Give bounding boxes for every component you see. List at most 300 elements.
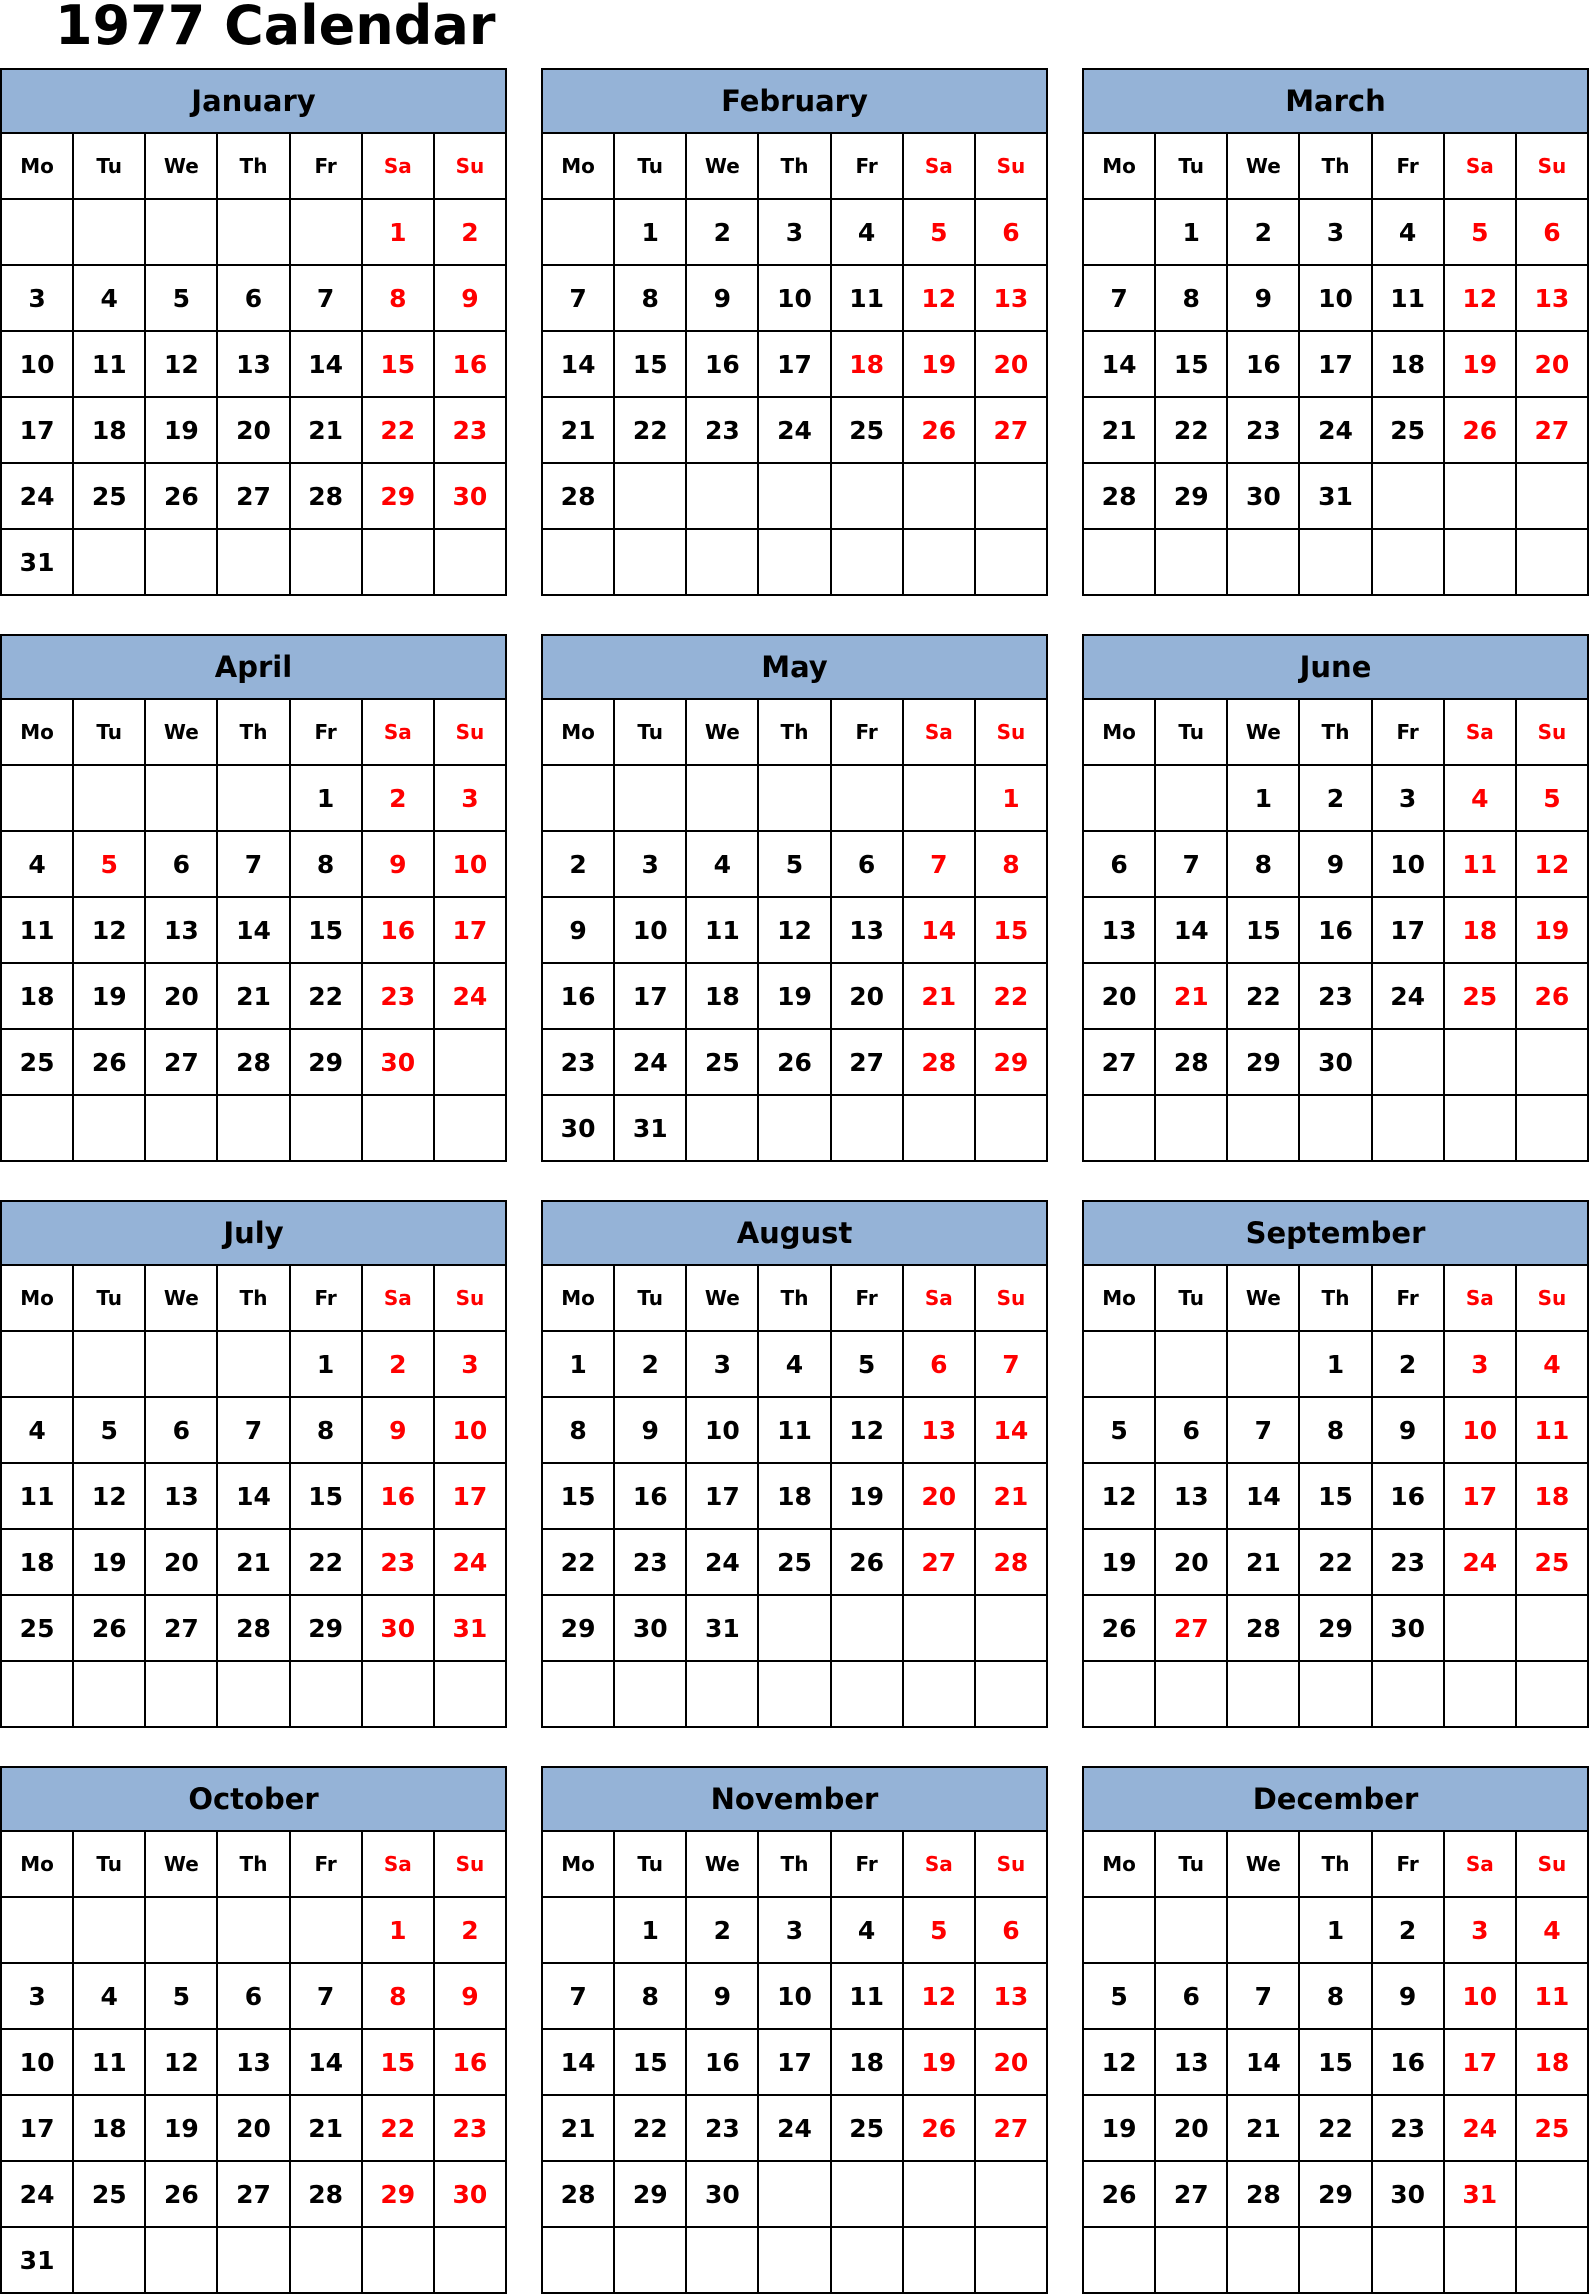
day-cell: 17 [2, 398, 74, 464]
day-cell: 13 [218, 2030, 290, 2096]
day-cell: 24 [1373, 964, 1445, 1030]
day-cell: 1 [1156, 200, 1228, 266]
day-cell: 4 [1373, 200, 1445, 266]
day-cell: 28 [291, 464, 363, 530]
month-august [541, 1200, 1048, 1728]
weekday-header: Fr [1373, 1832, 1445, 1898]
day-cell: 11 [74, 332, 146, 398]
day-cell: 4 [1517, 1332, 1589, 1398]
day-cell: 20 [146, 964, 218, 1030]
day-cell: 8 [291, 1398, 363, 1464]
day-cell: 7 [1228, 1964, 1300, 2030]
day-cell: 1 [363, 1898, 435, 1964]
day-cell: 11 [1373, 266, 1445, 332]
day-cell: 31 [1300, 464, 1372, 530]
day-cell: 26 [904, 398, 976, 464]
day-cell: 25 [1517, 2096, 1589, 2162]
weekday-header: We [687, 700, 759, 766]
day-cell: 28 [543, 2162, 615, 2228]
empty-day-cell [2, 1096, 74, 1162]
weekday-header: Mo [543, 700, 615, 766]
month-days-grid [541, 700, 1048, 1162]
weekday-header: Sa [904, 134, 976, 200]
day-cell: 12 [904, 266, 976, 332]
day-cell: 25 [832, 398, 904, 464]
day-cell: 2 [687, 200, 759, 266]
empty-day-cell [218, 1662, 290, 1728]
day-cell: 18 [832, 332, 904, 398]
empty-day-cell [218, 200, 290, 266]
day-cell: 21 [1084, 398, 1156, 464]
day-cell: 16 [687, 2030, 759, 2096]
day-cell: 20 [1084, 964, 1156, 1030]
day-cell: 24 [1300, 398, 1372, 464]
day-cell: 5 [1084, 1964, 1156, 2030]
empty-day-cell [1300, 2228, 1372, 2294]
day-cell: 29 [615, 2162, 687, 2228]
day-cell: 23 [363, 964, 435, 1030]
month-title: January [0, 68, 507, 134]
day-cell: 21 [218, 1530, 290, 1596]
weekday-header: Mo [543, 1832, 615, 1898]
empty-day-cell [146, 530, 218, 596]
day-cell: 16 [615, 1464, 687, 1530]
day-cell: 9 [615, 1398, 687, 1464]
weekday-header: Mo [2, 134, 74, 200]
day-cell: 30 [435, 2162, 507, 2228]
empty-day-cell [291, 1662, 363, 1728]
day-cell: 17 [687, 1464, 759, 1530]
day-cell: 17 [759, 2030, 831, 2096]
empty-day-cell [832, 464, 904, 530]
empty-day-cell [759, 766, 831, 832]
empty-day-cell [291, 1898, 363, 1964]
day-cell: 26 [1084, 1596, 1156, 1662]
day-cell: 26 [74, 1596, 146, 1662]
day-cell: 14 [291, 332, 363, 398]
day-cell: 7 [1228, 1398, 1300, 1464]
day-cell: 14 [291, 2030, 363, 2096]
day-cell: 29 [1156, 464, 1228, 530]
empty-day-cell [904, 2162, 976, 2228]
empty-day-cell [543, 1662, 615, 1728]
day-cell: 6 [976, 200, 1048, 266]
day-cell: 6 [218, 1964, 290, 2030]
day-cell: 21 [218, 964, 290, 1030]
weekday-header: We [146, 1266, 218, 1332]
empty-day-cell [759, 2228, 831, 2294]
day-cell: 27 [218, 2162, 290, 2228]
weekday-header: Th [759, 1266, 831, 1332]
day-cell: 3 [2, 266, 74, 332]
day-cell: 22 [363, 2096, 435, 2162]
empty-day-cell [218, 1096, 290, 1162]
weekday-header: We [146, 134, 218, 200]
day-cell: 22 [615, 398, 687, 464]
day-cell: 19 [904, 2030, 976, 2096]
weekday-header: Su [435, 134, 507, 200]
day-cell: 27 [1517, 398, 1589, 464]
day-cell: 30 [1300, 1030, 1372, 1096]
empty-day-cell [1517, 2228, 1589, 2294]
day-cell: 16 [543, 964, 615, 1030]
day-cell: 3 [435, 766, 507, 832]
day-cell: 6 [1517, 200, 1589, 266]
day-cell: 3 [435, 1332, 507, 1398]
day-cell: 3 [1300, 200, 1372, 266]
empty-day-cell [1156, 2228, 1228, 2294]
empty-day-cell [218, 530, 290, 596]
day-cell: 9 [1300, 832, 1372, 898]
day-cell: 27 [146, 1596, 218, 1662]
day-cell: 3 [687, 1332, 759, 1398]
month-days-grid [0, 1832, 507, 2294]
weekday-header: Mo [2, 1266, 74, 1332]
day-cell: 24 [435, 1530, 507, 1596]
day-cell: 26 [74, 1030, 146, 1096]
day-cell: 12 [1084, 1464, 1156, 1530]
empty-day-cell [543, 2228, 615, 2294]
weekday-header: Sa [363, 134, 435, 200]
day-cell: 2 [1373, 1332, 1445, 1398]
weekday-header: Su [1517, 134, 1589, 200]
empty-day-cell [1445, 530, 1517, 596]
day-cell: 1 [543, 1332, 615, 1398]
empty-day-cell [687, 530, 759, 596]
day-cell: 9 [687, 266, 759, 332]
empty-day-cell [904, 1662, 976, 1728]
day-cell: 10 [435, 832, 507, 898]
empty-day-cell [1228, 1898, 1300, 1964]
day-cell: 5 [904, 1898, 976, 1964]
month-december [1082, 1766, 1589, 2294]
empty-day-cell [687, 1662, 759, 1728]
day-cell: 13 [1156, 2030, 1228, 2096]
month-october [0, 1766, 507, 2294]
day-cell: 8 [1156, 266, 1228, 332]
empty-day-cell [1517, 1030, 1589, 1096]
weekday-header: Su [1517, 1266, 1589, 1332]
day-cell: 28 [218, 1596, 290, 1662]
day-cell: 28 [1228, 2162, 1300, 2228]
empty-day-cell [363, 1096, 435, 1162]
empty-day-cell [832, 2228, 904, 2294]
weekday-header: Fr [832, 1266, 904, 1332]
day-cell: 17 [1300, 332, 1372, 398]
weekday-header: Fr [1373, 134, 1445, 200]
empty-day-cell [832, 1662, 904, 1728]
day-cell: 28 [976, 1530, 1048, 1596]
day-cell: 21 [291, 2096, 363, 2162]
weekday-header: Tu [1156, 1832, 1228, 1898]
day-cell: 28 [218, 1030, 290, 1096]
weekday-header: We [687, 1266, 759, 1332]
day-cell: 11 [832, 266, 904, 332]
day-cell: 22 [543, 1530, 615, 1596]
empty-day-cell [976, 2228, 1048, 2294]
day-cell: 8 [615, 1964, 687, 2030]
day-cell: 17 [615, 964, 687, 1030]
day-cell: 22 [976, 964, 1048, 1030]
weekday-header: Su [1517, 1832, 1589, 1898]
day-cell: 23 [435, 2096, 507, 2162]
day-cell: 5 [832, 1332, 904, 1398]
empty-day-cell [832, 2162, 904, 2228]
day-cell: 19 [1445, 332, 1517, 398]
day-cell: 12 [759, 898, 831, 964]
weekday-header: Sa [1445, 134, 1517, 200]
day-cell: 24 [435, 964, 507, 1030]
day-cell: 24 [615, 1030, 687, 1096]
day-cell: 22 [1300, 1530, 1372, 1596]
day-cell: 1 [291, 1332, 363, 1398]
weekday-header: Sa [363, 700, 435, 766]
month-title: June [1082, 634, 1589, 700]
day-cell: 10 [2, 332, 74, 398]
month-days-grid [541, 1266, 1048, 1728]
day-cell: 22 [363, 398, 435, 464]
day-cell: 27 [976, 2096, 1048, 2162]
day-cell: 9 [1228, 266, 1300, 332]
empty-day-cell [832, 1596, 904, 1662]
day-cell: 4 [74, 1964, 146, 2030]
weekday-header: Tu [1156, 700, 1228, 766]
weekday-header: We [687, 1832, 759, 1898]
day-cell: 9 [1373, 1964, 1445, 2030]
day-cell: 8 [291, 832, 363, 898]
day-cell: 23 [1228, 398, 1300, 464]
day-cell: 19 [74, 1530, 146, 1596]
day-cell: 4 [687, 832, 759, 898]
day-cell: 16 [363, 898, 435, 964]
day-cell: 25 [1445, 964, 1517, 1030]
empty-day-cell [904, 530, 976, 596]
day-cell: 13 [904, 1398, 976, 1464]
day-cell: 27 [1156, 2162, 1228, 2228]
day-cell: 24 [1445, 1530, 1517, 1596]
day-cell: 18 [1517, 2030, 1589, 2096]
day-cell: 30 [363, 1596, 435, 1662]
empty-day-cell [1084, 2228, 1156, 2294]
empty-day-cell [1373, 2228, 1445, 2294]
empty-day-cell [146, 1332, 218, 1398]
day-cell: 26 [146, 2162, 218, 2228]
day-cell: 7 [1084, 266, 1156, 332]
empty-day-cell [1445, 464, 1517, 530]
day-cell: 9 [687, 1964, 759, 2030]
day-cell: 30 [687, 2162, 759, 2228]
empty-day-cell [976, 530, 1048, 596]
empty-day-cell [291, 1096, 363, 1162]
empty-day-cell [363, 2228, 435, 2294]
day-cell: 2 [1228, 200, 1300, 266]
day-cell: 28 [543, 464, 615, 530]
weekday-header: Mo [543, 134, 615, 200]
day-cell: 26 [1445, 398, 1517, 464]
day-cell: 14 [543, 332, 615, 398]
day-cell: 9 [363, 832, 435, 898]
day-cell: 26 [759, 1030, 831, 1096]
empty-day-cell [363, 530, 435, 596]
weekday-header: We [146, 1832, 218, 1898]
month-title: May [541, 634, 1048, 700]
day-cell: 7 [543, 1964, 615, 2030]
empty-day-cell [2, 200, 74, 266]
day-cell: 15 [976, 898, 1048, 964]
day-cell: 6 [1156, 1398, 1228, 1464]
day-cell: 30 [1228, 464, 1300, 530]
weekday-header: Fr [832, 700, 904, 766]
day-cell: 7 [218, 1398, 290, 1464]
weekday-header: Mo [1084, 134, 1156, 200]
empty-day-cell [1084, 1662, 1156, 1728]
empty-day-cell [976, 1596, 1048, 1662]
day-cell: 7 [543, 266, 615, 332]
day-cell: 1 [1300, 1332, 1372, 1398]
empty-day-cell [904, 766, 976, 832]
day-cell: 21 [1156, 964, 1228, 1030]
weekday-header: Sa [1445, 700, 1517, 766]
day-cell: 1 [976, 766, 1048, 832]
month-may [541, 634, 1048, 1162]
day-cell: 27 [976, 398, 1048, 464]
empty-day-cell [435, 1662, 507, 1728]
day-cell: 27 [1084, 1030, 1156, 1096]
day-cell: 17 [435, 1464, 507, 1530]
empty-day-cell [1373, 1662, 1445, 1728]
day-cell: 2 [363, 1332, 435, 1398]
day-cell: 12 [1445, 266, 1517, 332]
weekday-header: Th [218, 1266, 290, 1332]
day-cell: 5 [904, 200, 976, 266]
empty-day-cell [976, 1662, 1048, 1728]
weekday-header: Fr [1373, 700, 1445, 766]
weekday-header: Tu [615, 134, 687, 200]
day-cell: 3 [759, 1898, 831, 1964]
day-cell: 11 [1517, 1398, 1589, 1464]
day-cell: 12 [146, 2030, 218, 2096]
day-cell: 2 [435, 1898, 507, 1964]
day-cell: 1 [363, 200, 435, 266]
month-title: October [0, 1766, 507, 1832]
empty-day-cell [435, 1030, 507, 1096]
day-cell: 16 [1228, 332, 1300, 398]
empty-day-cell [1300, 1662, 1372, 1728]
day-cell: 10 [1445, 1398, 1517, 1464]
weekday-header: Fr [291, 1832, 363, 1898]
day-cell: 20 [1156, 2096, 1228, 2162]
empty-day-cell [1373, 1096, 1445, 1162]
empty-day-cell [543, 530, 615, 596]
day-cell: 21 [904, 964, 976, 1030]
day-cell: 19 [1084, 2096, 1156, 2162]
day-cell: 20 [904, 1464, 976, 1530]
day-cell: 11 [759, 1398, 831, 1464]
day-cell: 10 [1300, 266, 1372, 332]
day-cell: 9 [1373, 1398, 1445, 1464]
weekday-header: Mo [543, 1266, 615, 1332]
month-february [541, 68, 1048, 596]
empty-day-cell [2, 1898, 74, 1964]
month-days-grid [0, 1266, 507, 1728]
day-cell: 14 [218, 898, 290, 964]
day-cell: 2 [1373, 1898, 1445, 1964]
empty-day-cell [759, 530, 831, 596]
day-cell: 28 [1084, 464, 1156, 530]
month-june [1082, 634, 1589, 1162]
empty-day-cell [435, 1096, 507, 1162]
day-cell: 17 [2, 2096, 74, 2162]
day-cell: 1 [615, 200, 687, 266]
empty-day-cell [1300, 530, 1372, 596]
empty-day-cell [146, 766, 218, 832]
weekday-header: Fr [832, 134, 904, 200]
day-cell: 30 [1373, 2162, 1445, 2228]
day-cell: 2 [363, 766, 435, 832]
day-cell: 11 [1445, 832, 1517, 898]
day-cell: 24 [759, 398, 831, 464]
day-cell: 27 [218, 464, 290, 530]
empty-day-cell [2, 1662, 74, 1728]
day-cell: 7 [1156, 832, 1228, 898]
weekday-header: Sa [1445, 1266, 1517, 1332]
empty-day-cell [1084, 200, 1156, 266]
month-november [541, 1766, 1048, 2294]
day-cell: 18 [832, 2030, 904, 2096]
day-cell: 29 [1228, 1030, 1300, 1096]
day-cell: 5 [146, 1964, 218, 2030]
weekday-header: Tu [74, 1832, 146, 1898]
empty-day-cell [218, 766, 290, 832]
day-cell: 15 [1228, 898, 1300, 964]
day-cell: 4 [832, 200, 904, 266]
weekday-header: Mo [1084, 700, 1156, 766]
weekday-header: Th [1300, 134, 1372, 200]
day-cell: 13 [1156, 1464, 1228, 1530]
day-cell: 8 [363, 1964, 435, 2030]
day-cell: 25 [74, 2162, 146, 2228]
day-cell: 27 [146, 1030, 218, 1096]
day-cell: 24 [2, 464, 74, 530]
month-march [1082, 68, 1589, 596]
empty-day-cell [291, 200, 363, 266]
empty-day-cell [1517, 1662, 1589, 1728]
day-cell: 14 [1084, 332, 1156, 398]
day-cell: 6 [218, 266, 290, 332]
day-cell: 12 [74, 1464, 146, 1530]
day-cell: 15 [1300, 2030, 1372, 2096]
day-cell: 14 [1228, 1464, 1300, 1530]
day-cell: 22 [615, 2096, 687, 2162]
empty-day-cell [1084, 1332, 1156, 1398]
empty-day-cell [74, 766, 146, 832]
day-cell: 22 [1156, 398, 1228, 464]
month-days-grid [541, 134, 1048, 596]
weekday-header: Sa [363, 1266, 435, 1332]
month-title: July [0, 1200, 507, 1266]
day-cell: 18 [1445, 898, 1517, 964]
day-cell: 31 [2, 530, 74, 596]
day-cell: 14 [543, 2030, 615, 2096]
day-cell: 24 [759, 2096, 831, 2162]
weekday-header: Fr [291, 134, 363, 200]
day-cell: 20 [146, 1530, 218, 1596]
day-cell: 17 [435, 898, 507, 964]
day-cell: 15 [363, 2030, 435, 2096]
empty-day-cell [832, 1096, 904, 1162]
empty-day-cell [1445, 2228, 1517, 2294]
day-cell: 29 [291, 1030, 363, 1096]
